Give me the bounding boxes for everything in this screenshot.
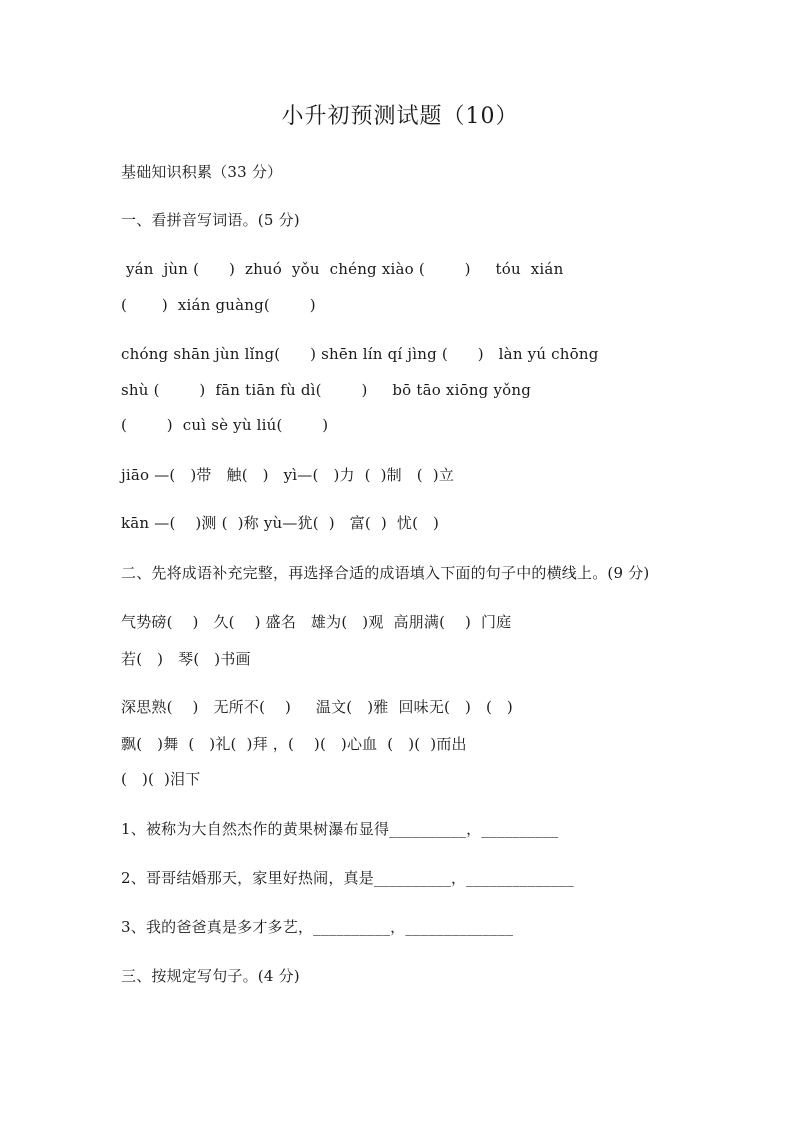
fill-sentence-1: 1、被称为大自然杰作的黄果树瀑布显得__________，__________: [121, 820, 559, 838]
idiom-row-2: 若( ) 琴( )书画: [121, 650, 251, 668]
pinyin-row-1: yán jùn ( ) zhuó yǒu chéng xiào ( ) tóu xián: [121, 260, 564, 278]
question-2-heading: 二、先将成语补充完整，再选择合适的成语填入下面的句子中的横线上。(9 分): [121, 564, 650, 582]
pinyin-row-7: kān —( )测 ( )称 yù—犹( ) 富( ) 忧( ): [121, 514, 440, 532]
fill-sentence-3: 3、我的爸爸真是多才多艺，__________，______________: [121, 918, 514, 936]
question-1-heading: 一、看拼音写词语。(5 分): [121, 211, 300, 229]
section-heading-basic: 基础知识积累（33 分）: [121, 163, 283, 181]
idiom-row-5: ( )( )泪下: [121, 770, 201, 788]
fill-sentence-2: 2、哥哥结婚那天，家里好热闹，真是__________，______________: [121, 869, 574, 887]
pinyin-row-6: jiāo —( )带 触( ) yì—( )力 ( )制 ( )立: [121, 466, 455, 484]
idiom-row-3: 深思熟( ) 无所不( ) 温文( )雅 回味无( ) ( ): [121, 698, 513, 716]
pinyin-row-4: shù ( ) fān tiān fù dì( ) bō tāo xiōng yǒng: [121, 381, 532, 399]
idiom-row-4: 飘( )舞 ( )礼( )拜 ，( )( )心血 ( )( )而出: [121, 735, 467, 753]
pinyin-row-2: ( ) xián guàng( ): [121, 296, 316, 314]
page-title: 小升初预测试题（10）: [281, 104, 519, 129]
pinyin-row-5: ( ) cuì sè yù liú( ): [121, 416, 329, 434]
pinyin-row-3: chóng shān jùn lǐng( ) shēn lín qí jìng ( ) làn yú chōng: [121, 345, 599, 363]
idiom-row-1: 气势磅( ) 久( ) 盛名 雄为( )观 高朋满( ) 门庭: [121, 613, 512, 631]
question-3-heading: 三、按规定写句子。(4 分): [121, 967, 300, 985]
